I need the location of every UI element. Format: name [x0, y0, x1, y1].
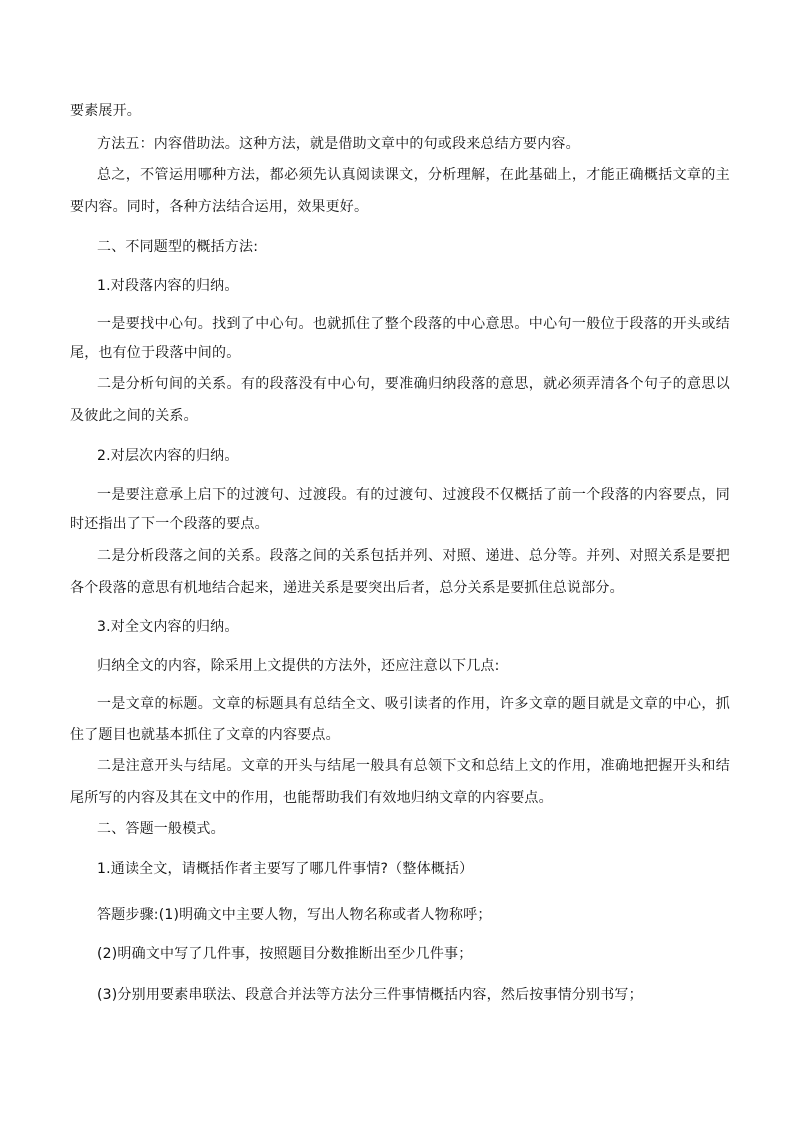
- text-line-17: 归纳全文的内容，除采用上文提供的方法外，还应注意以下几点:: [97, 658, 500, 674]
- step-line-3: (3)分别用要素串联法、段意合并法等方法分三件事情概括内容，然后按事情分别书写；: [97, 987, 643, 1003]
- text-line-19: 住了题目也就基本抓住了文章的内容要点。: [70, 727, 340, 743]
- text-line-21: 尾所写的内容及其在文中的作用，也能帮助我们有效地归纳文章的内容要点。: [70, 790, 553, 806]
- step-line-1: 答题步骤:(1)明确文中主要人物，写出人物名称或者人物称呼；: [97, 907, 492, 923]
- text-line-1: 要素展开。: [70, 103, 141, 119]
- text-line-2: 方法五：内容借助法。这种方法，就是借助文章中的句或段来总结方要内容。: [97, 136, 580, 152]
- text-line-12: 一是要注意承上启下的过渡句、过渡段。有的过渡句、过渡段不仅概括了前一个段落的内容要点，同: [97, 487, 730, 503]
- step-line-2: (2)明确文中写了几件事，按照题目分数推断出至少几件事；: [97, 946, 473, 962]
- question-line: 1.通读全文，请概括作者主要写了哪几件事情?（整体概括）: [97, 861, 474, 877]
- text-line-18: 一是文章的标题。文章的标题具有总结全文、吸引读者的作用，许多文章的题目就是文章的中心，抓: [97, 696, 730, 712]
- subheading-paragraph: 1.对段落内容的归纳。: [97, 278, 239, 294]
- text-line-4: 要内容。同时，各种方法结合运用，效果更好。: [70, 199, 369, 215]
- text-line-20: 二是注意开头与结尾。文章的开头与结尾一般具有总领下文和总结上文的作用，准确地把握开头和结: [97, 758, 730, 774]
- text-line-8: 尾，也有位于段落中间的。: [70, 345, 241, 361]
- section-heading-answer: 二、答题一般模式。: [97, 821, 225, 837]
- text-line-13: 时还指出了下一个段落的要点。: [70, 516, 269, 532]
- subheading-fulltext: 3.对全文内容的归纳。: [97, 619, 239, 635]
- text-line-15: 各个段落的意思有机地结合起来，递进关系是要突出后者，总分关系是要抓住总说部分。: [70, 580, 624, 596]
- text-line-9: 二是分析句间的关系。有的段落没有中心句，要准确归纳段落的意思，就必须弄清各个句子的意思以: [97, 376, 730, 392]
- section-heading-types: 二、不同题型的概括方法:: [97, 239, 259, 255]
- text-line-3: 总之，不管运用哪种方法，都必须先认真阅读课文，分析理解，在此基础上，才能正确概括文章的主: [97, 167, 730, 183]
- text-line-14: 二是分析段落之间的关系。段落之间的关系包括并列、对照、递进、总分等。并列、对照关系是要把: [97, 548, 730, 564]
- text-line-10: 及彼此之间的关系。: [70, 408, 198, 424]
- text-line-7: 一是要找中心句。找到了中心句。也就抓住了整个段落的中心意思。中心句一般位于段落的开头或结: [97, 316, 730, 332]
- subheading-level: 2.对层次内容的归纳。: [97, 448, 239, 464]
